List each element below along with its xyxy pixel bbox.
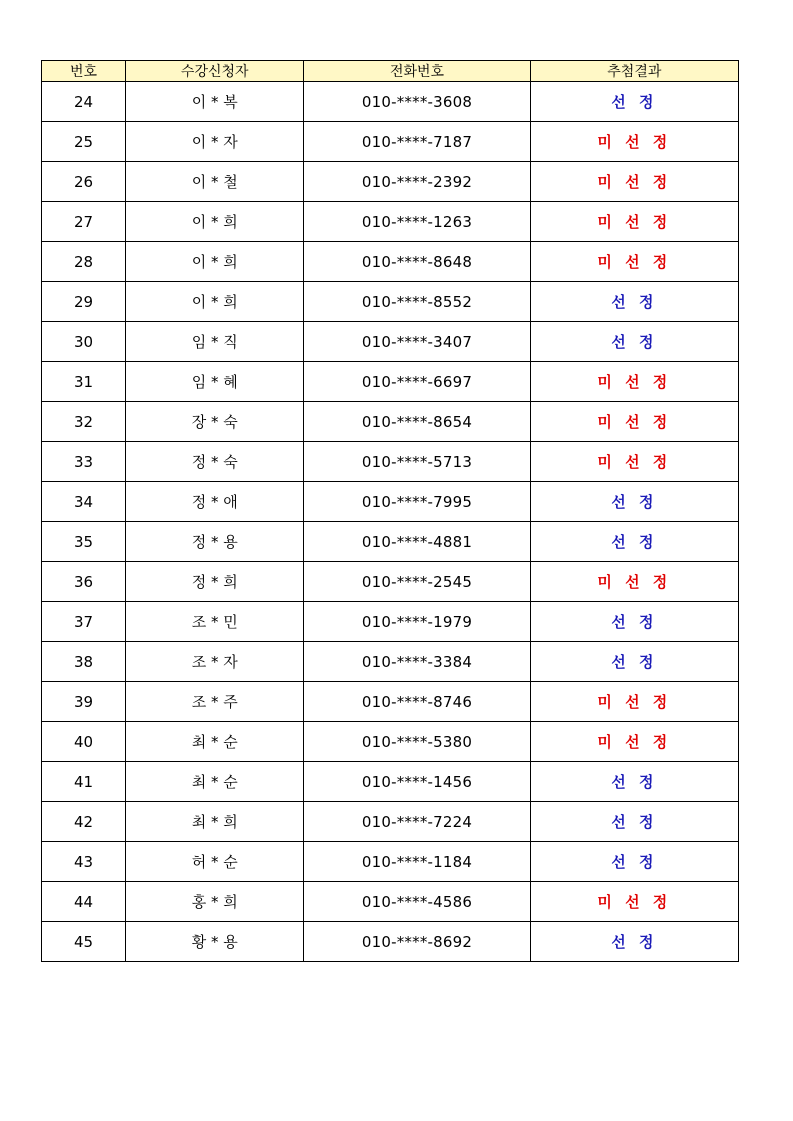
table-row (42, 122, 739, 162)
row-number: 31 (42, 362, 126, 402)
row-number: 32 (42, 402, 126, 442)
table-row (42, 402, 739, 442)
lottery-result: 미 선 정 (530, 882, 738, 922)
row-number: 38 (42, 642, 126, 682)
phone-number: 010-****-7995 (304, 482, 530, 522)
table-row (42, 202, 739, 242)
lottery-result: 선 정 (530, 522, 738, 562)
lottery-result: 미 선 정 (530, 722, 738, 762)
applicant-name: 이 * 복 (126, 82, 304, 122)
table-row (42, 882, 739, 922)
applicant-name: 이 * 철 (126, 162, 304, 202)
row-number: 39 (42, 682, 126, 722)
header-applicant: 수강신청자 (126, 61, 304, 82)
table-row (42, 922, 739, 962)
table-row (42, 362, 739, 402)
table-row (42, 522, 739, 562)
header-result: 추첨결과 (530, 61, 738, 82)
phone-number: 010-****-6697 (304, 362, 530, 402)
header-phone: 전화번호 (304, 61, 530, 82)
table-row (42, 482, 739, 522)
applicant-name: 임 * 혜 (126, 362, 304, 402)
table-header-row (42, 61, 739, 82)
row-number: 34 (42, 482, 126, 522)
phone-number: 010-****-3608 (304, 82, 530, 122)
row-number: 33 (42, 442, 126, 482)
table-row (42, 642, 739, 682)
phone-number: 010-****-7187 (304, 122, 530, 162)
row-number: 30 (42, 322, 126, 362)
table-row (42, 762, 739, 802)
lottery-result: 미 선 정 (530, 162, 738, 202)
phone-number: 010-****-7224 (304, 802, 530, 842)
table-row (42, 282, 739, 322)
lottery-result: 미 선 정 (530, 202, 738, 242)
table-row (42, 162, 739, 202)
lottery-result: 선 정 (530, 322, 738, 362)
lottery-result: 선 정 (530, 82, 738, 122)
lottery-result: 미 선 정 (530, 122, 738, 162)
lottery-result: 미 선 정 (530, 362, 738, 402)
phone-number: 010-****-4881 (304, 522, 530, 562)
row-number: 37 (42, 602, 126, 642)
row-number: 29 (42, 282, 126, 322)
table-row (42, 242, 739, 282)
applicant-name: 이 * 희 (126, 282, 304, 322)
applicant-name: 조 * 민 (126, 602, 304, 642)
applicant-name: 이 * 희 (126, 242, 304, 282)
lottery-result: 미 선 정 (530, 442, 738, 482)
row-number: 36 (42, 562, 126, 602)
applicant-name: 이 * 자 (126, 122, 304, 162)
table-row (42, 842, 739, 882)
lottery-result: 선 정 (530, 802, 738, 842)
applicant-name: 최 * 순 (126, 762, 304, 802)
table-row (42, 82, 739, 122)
row-number: 44 (42, 882, 126, 922)
row-number: 40 (42, 722, 126, 762)
phone-number: 010-****-1979 (304, 602, 530, 642)
phone-number: 010-****-1184 (304, 842, 530, 882)
applicant-name: 정 * 희 (126, 562, 304, 602)
row-number: 43 (42, 842, 126, 882)
phone-number: 010-****-8552 (304, 282, 530, 322)
applicant-name: 최 * 순 (126, 722, 304, 762)
lottery-result: 선 정 (530, 842, 738, 882)
phone-number: 010-****-5713 (304, 442, 530, 482)
phone-number: 010-****-1263 (304, 202, 530, 242)
applicant-name: 정 * 애 (126, 482, 304, 522)
phone-number: 010-****-4586 (304, 882, 530, 922)
row-number: 24 (42, 82, 126, 122)
phone-number: 010-****-1456 (304, 762, 530, 802)
table-row (42, 562, 739, 602)
applicant-name: 장 * 숙 (126, 402, 304, 442)
applicant-name: 조 * 주 (126, 682, 304, 722)
table-row (42, 802, 739, 842)
applicant-name: 홍 * 희 (126, 882, 304, 922)
row-number: 41 (42, 762, 126, 802)
lottery-result-table (41, 60, 739, 962)
applicant-name: 최 * 희 (126, 802, 304, 842)
lottery-result: 선 정 (530, 642, 738, 682)
phone-number: 010-****-2392 (304, 162, 530, 202)
phone-number: 010-****-3407 (304, 322, 530, 362)
phone-number: 010-****-3384 (304, 642, 530, 682)
applicant-name: 정 * 숙 (126, 442, 304, 482)
phone-number: 010-****-8648 (304, 242, 530, 282)
lottery-result: 미 선 정 (530, 562, 738, 602)
table-row (42, 322, 739, 362)
applicant-name: 황 * 용 (126, 922, 304, 962)
applicant-name: 허 * 순 (126, 842, 304, 882)
lottery-result: 선 정 (530, 922, 738, 962)
row-number: 35 (42, 522, 126, 562)
lottery-result: 선 정 (530, 602, 738, 642)
table-row (42, 602, 739, 642)
lottery-result: 미 선 정 (530, 402, 738, 442)
applicant-name: 조 * 자 (126, 642, 304, 682)
phone-number: 010-****-5380 (304, 722, 530, 762)
lottery-result: 선 정 (530, 762, 738, 802)
phone-number: 010-****-8654 (304, 402, 530, 442)
phone-number: 010-****-2545 (304, 562, 530, 602)
lottery-result: 선 정 (530, 282, 738, 322)
header-number: 번호 (42, 61, 126, 82)
row-number: 25 (42, 122, 126, 162)
row-number: 27 (42, 202, 126, 242)
row-number: 45 (42, 922, 126, 962)
applicant-name: 이 * 희 (126, 202, 304, 242)
table-row (42, 442, 739, 482)
table-row (42, 682, 739, 722)
applicant-name: 정 * 용 (126, 522, 304, 562)
row-number: 42 (42, 802, 126, 842)
phone-number: 010-****-8746 (304, 682, 530, 722)
table-row (42, 722, 739, 762)
row-number: 26 (42, 162, 126, 202)
lottery-result: 미 선 정 (530, 242, 738, 282)
phone-number: 010-****-8692 (304, 922, 530, 962)
table-body (42, 82, 739, 962)
lottery-result: 미 선 정 (530, 682, 738, 722)
applicant-name: 임 * 직 (126, 322, 304, 362)
row-number: 28 (42, 242, 126, 282)
lottery-result: 선 정 (530, 482, 738, 522)
